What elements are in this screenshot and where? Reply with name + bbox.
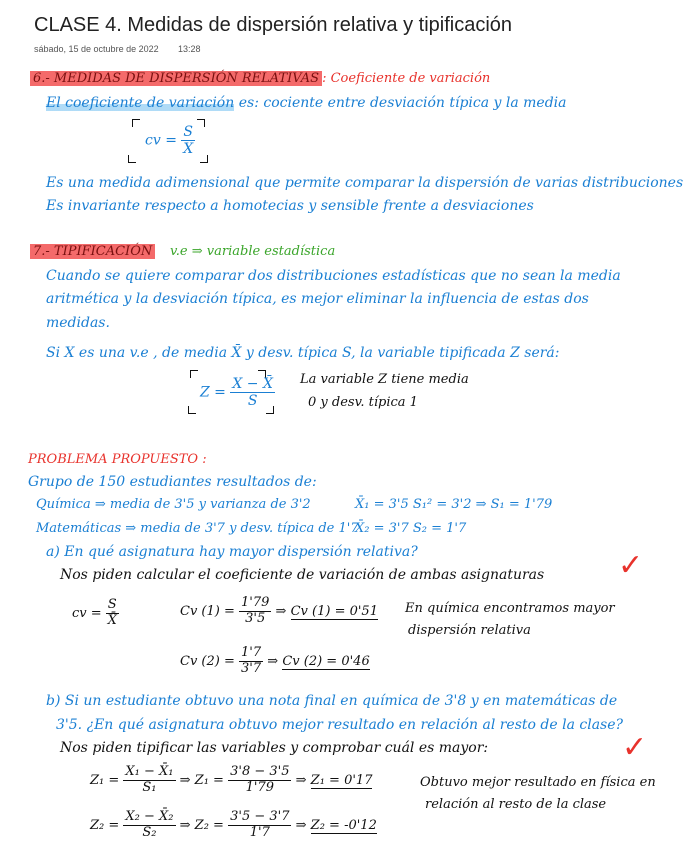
z1-num: X₁ − X̄₁ [125, 764, 174, 779]
z2-fraction-2 [228, 810, 291, 841]
cv2-fraction [239, 646, 263, 677]
math-data: Matemáticas ⇒ media de 3'7 y desv. típica de 1'7 [36, 521, 359, 536]
z1-fraction-2 [228, 765, 291, 796]
arrow-icon: ⇒ [295, 817, 307, 833]
cv-property-2: Es invariante respecto a homotecias y sensible frente a desviaciones [46, 198, 534, 214]
bracket-bl [128, 155, 136, 163]
cv-formula [145, 124, 195, 157]
tipificacion-line-3: medidas. [46, 315, 110, 331]
bracket-tl [132, 119, 140, 127]
z2-den-2: 1'7 [249, 824, 270, 840]
bracket-tr [197, 119, 205, 127]
z2-num-2: 3'5 − 3'7 [230, 809, 290, 824]
z-formula [200, 376, 275, 409]
z1-fraction [123, 765, 175, 796]
z2-result: Z₂ = -0'12 [310, 817, 377, 833]
tipificacion-line-4: Si X es una v.e , de media X̄ y desv. típica S, la variable tipificada Z será: [46, 345, 560, 361]
arrow-icon: ⇒ [295, 772, 307, 788]
conclusion-a-2: dispersión relativa [408, 623, 531, 638]
z1-den-2: 1'79 [245, 779, 274, 795]
problem-heading: PROBLEMA PROPUESTO : [28, 452, 207, 467]
z-formula-lhs: Z = [200, 384, 226, 401]
z1-result: Z₁ = 0'17 [310, 772, 373, 788]
question-a: a) En qué asignatura hay mayor dispersión relativa? [46, 544, 418, 560]
cv2-calc [180, 646, 370, 677]
page-date: sábado, 15 de octubre de 2022 [34, 44, 159, 54]
cv-definition-highlight: El coeficiente de variación [46, 95, 235, 111]
check-icon: ✓ [622, 730, 648, 765]
check-icon: ✓ [618, 548, 644, 583]
chem-values: X̄₁ = 3'5 S₁² = 3'2 ⇒ S₁ = 1'79 [355, 497, 553, 512]
z1-num-2: 3'8 − 3'5 [230, 764, 290, 779]
question-b-2: 3'5. ¿En qué asignatura obtuvo mejor resultado en relación al resto de la clase? [56, 717, 624, 733]
section-6-heading: 6.- MEDIDAS DE DISPERSIÓN RELATIVAS [30, 71, 322, 86]
cv1-fraction [239, 596, 271, 627]
cv1-result: Cv (1) = 0'51 [290, 603, 378, 619]
bracket-br [200, 155, 208, 163]
cv-formula-den: X̄ [183, 141, 194, 158]
cv-general-num: S [107, 597, 117, 612]
z1-den: S₁ [142, 779, 157, 795]
question-a-answer: Nos piden calcular el coeficiente de variación de ambas asignaturas [60, 567, 545, 583]
cv-definition [46, 95, 567, 111]
cv-formula-lhs: cv = [145, 132, 177, 149]
page-title: CLASE 4. Medidas de dispersión relativa y tipificación [34, 14, 513, 36]
z2-lhs: Z₂ = [90, 817, 120, 833]
z-bracket-bl [188, 406, 196, 414]
z1-mid: ⇒ Z₁ = [179, 772, 224, 788]
z1-lhs: Z₁ = [90, 772, 120, 788]
z2-calc [90, 810, 377, 841]
z2-mid: ⇒ Z₂ = [179, 817, 224, 833]
cv-general-den: X̄ [107, 612, 117, 628]
z-note-1: La variable Z tiene media [300, 372, 469, 387]
conclusion-b-2: relación al resto de la clase [425, 797, 607, 812]
cv1-den: 3'5 [245, 610, 266, 626]
conclusion-a-1: En química encontramos mayor [405, 601, 615, 616]
section-7-heading: 7.- TIPIFICACIÓN [30, 244, 155, 259]
problem-intro: Grupo de 150 estudiantes resultados de: [28, 474, 317, 490]
cv-general-lhs: cv = [72, 605, 102, 621]
cv-definition-rest: es: cociente entre desviación típica y la media [238, 95, 567, 111]
cv-formula-num: S [183, 124, 193, 140]
cv2-num: 1'7 [241, 645, 262, 660]
cv1-num: 1'79 [241, 595, 270, 610]
conclusion-b-1: Obtuvo mejor resultado en física en [420, 775, 656, 790]
ve-note: v.e ⇒ variable estadística [170, 244, 336, 259]
z2-den: S₂ [142, 824, 157, 840]
cv-general [72, 598, 119, 629]
z-formula-num: X − X̄ [232, 376, 273, 392]
cv1-lhs: Cv (1) = [180, 603, 235, 619]
arrow-icon: ⇒ [267, 653, 279, 669]
section-6-heading-row [30, 71, 490, 86]
question-b-1: b) Si un estudiante obtuvo una nota final en química de 3'8 y en matemáticas de [46, 693, 618, 709]
z-bracket-tl [190, 370, 198, 378]
math-values: X̄₂ = 3'7 S₂ = 1'7 [355, 521, 467, 536]
cv2-result: Cv (2) = 0'46 [282, 653, 370, 669]
z-formula-den: S [247, 393, 258, 410]
cv1-calc [180, 596, 378, 627]
z2-num: X₂ − X̄₂ [125, 809, 174, 824]
section-7-heading-row [30, 244, 155, 259]
z-note-2: 0 y desv. típica 1 [308, 395, 418, 410]
page-time: 13:28 [178, 44, 201, 54]
cv-property-1: Es una medida adimensional que permite comparar la dispersión de varias distribuciones [46, 175, 684, 191]
section-6-subtitle: : Coeficiente de variación [322, 71, 491, 86]
question-b-answer: Nos piden tipificar las variables y comprobar cuál es mayor: [60, 740, 489, 756]
z2-fraction [123, 810, 175, 841]
tipificacion-line-1: Cuando se quiere comparar dos distribuciones estadísticas que no sean la media [46, 268, 621, 284]
cv2-lhs: Cv (2) = [180, 653, 235, 669]
arrow-icon: ⇒ [275, 603, 287, 619]
z-formula-fraction [230, 376, 275, 409]
cv-formula-fraction [181, 124, 195, 157]
chem-data: Química ⇒ media de 3'5 y varianza de 3'2 [36, 497, 311, 512]
tipificacion-line-2: aritmética y la desviación típica, es mejor eliminar la influencia de estas dos [46, 291, 589, 307]
z1-calc [90, 765, 372, 796]
cv-general-fraction [106, 598, 119, 629]
cv2-den: 3'7 [241, 660, 262, 676]
